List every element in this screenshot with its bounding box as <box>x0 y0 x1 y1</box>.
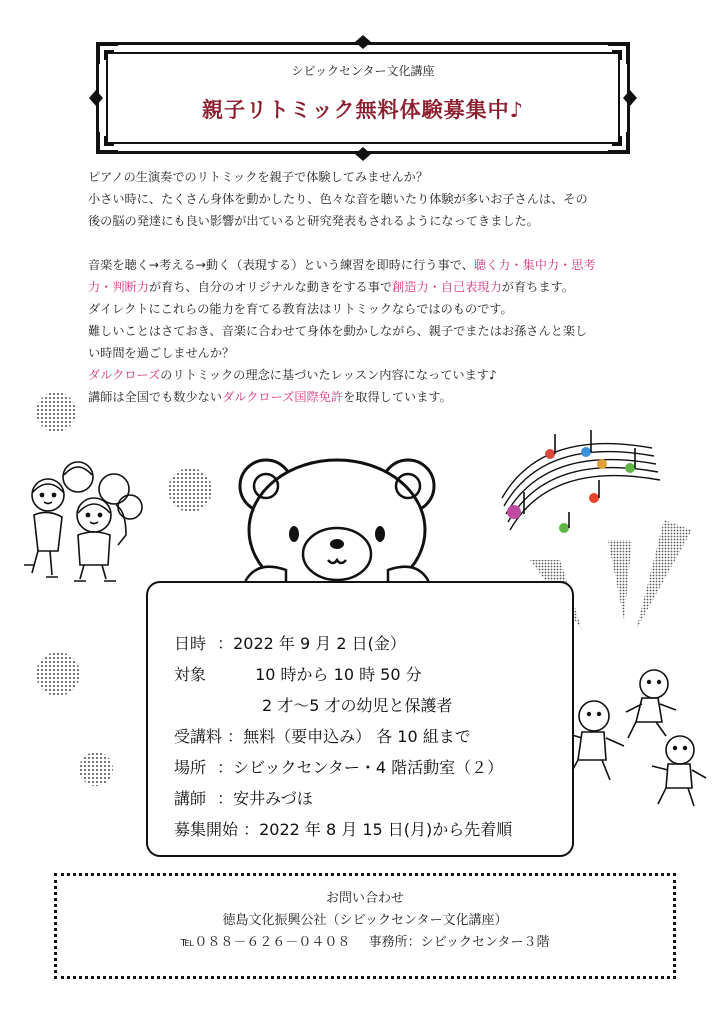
method-paragraph-cont <box>88 276 648 298</box>
info-row-start <box>174 817 512 840</box>
text-span: 音楽を聴く→考える→動く（表現する）という練習を即時に行う事で、 <box>88 258 474 272</box>
start-label: 募集開始 <box>174 820 239 839</box>
highlight-text: 聴く力・集中力・思考 <box>473 258 596 272</box>
place-label: 場所 <box>174 758 207 777</box>
highlight-text: 創造力・自己表現力 <box>392 280 502 294</box>
fee-value: ：無料（要申込み） 各 10 組まで <box>227 727 471 746</box>
contact-details <box>57 932 673 954</box>
contact-office: 事務所：シビックセンター３階 <box>368 935 550 950</box>
ornament-icon <box>92 128 122 158</box>
teacher-label: 講師 <box>174 789 207 808</box>
bear-illustration <box>232 452 442 592</box>
text-span: を取得しています。 <box>343 390 452 404</box>
highlight-text: 力・判断力 <box>88 280 149 294</box>
invite-line: い時間を過ごしませんか？ <box>88 346 235 360</box>
text-span: のリトミックの理念に基づいたレッスン内容になっています♪ <box>160 368 497 382</box>
info-row-place <box>174 755 503 778</box>
target-value: 2 才～5 才の幼児と保護者 <box>262 696 453 715</box>
date-label: 日時 <box>174 634 207 653</box>
date-value: ：2022 年 9 月 2 日(金） <box>217 634 406 653</box>
contact-organization: 徳島文化振興公社（シビックセンター文化講座） <box>222 913 508 928</box>
title-frame <box>96 42 630 154</box>
dotted-circle-decoration <box>168 468 212 512</box>
intro-line: ピアノの生演奏でのリトミックを親子で体験してみませんか？ <box>88 170 429 184</box>
text-span: が育ち、自分のオリジナルな動きをする事で <box>148 280 393 294</box>
time-value: 10 時から 10 時 50 分 <box>255 665 422 684</box>
highlight-text: ダルクローズ国際免許 <box>222 390 344 404</box>
dotted-circle-decoration <box>36 652 80 696</box>
info-row-target <box>174 662 422 685</box>
dotted-circle-decoration <box>79 752 113 786</box>
info-row-date <box>174 631 406 654</box>
start-value: ：2022 年 8 月 15 日(月)から先着順 <box>243 820 513 839</box>
contact-phone: ℡０８８－６２６－０４０８ <box>180 935 351 950</box>
children-group-illustration <box>18 455 150 585</box>
dalcroze-line <box>88 364 648 386</box>
page-title: 親子リトミック無料体験募集中♪ <box>202 97 524 122</box>
running-children-illustration <box>556 664 712 814</box>
place-value: ：シビックセンター・4 階活動室（２） <box>217 758 504 777</box>
series-label: シビックセンター文化講座 <box>291 64 435 78</box>
text-span: が育ちます。 <box>501 280 574 294</box>
teacher-line <box>88 386 648 408</box>
diamond-icon <box>355 147 371 161</box>
info-row-teacher <box>174 786 313 809</box>
diamond-icon <box>355 35 371 49</box>
intro-line: 後の脳の発達にも良い影響が出ていると研究発表もされるようになってきました。 <box>88 214 539 228</box>
fee-label: 受講料 <box>174 727 223 746</box>
method-line: ダイレクトにこれらの能力を育てる教育法はリトミックならではのものです。 <box>88 302 513 316</box>
invite-line: 難しいことはさておき、音楽に合わせて身体を動かしながら、親子でまたはお孫さんと楽し <box>88 324 588 338</box>
intro-line: 小さい時に、たくさん身体を動かしたり、色々な音を聴いたり体験が多いお子さんは、その <box>88 192 588 206</box>
event-info-box <box>146 581 574 857</box>
contact-box <box>54 873 676 979</box>
ornament-icon <box>604 128 634 158</box>
dotted-circle-decoration <box>36 392 76 432</box>
body-text <box>88 166 648 408</box>
teacher-value: ：安井みづほ <box>217 789 313 808</box>
info-row-fee <box>174 724 471 747</box>
text-span: 講師は全国でも数少ない <box>88 390 223 404</box>
contact-heading: お問い合わせ <box>325 891 404 906</box>
info-row-target-age <box>262 693 453 716</box>
method-paragraph <box>88 254 648 276</box>
highlight-text: ダルクローズ <box>88 368 161 382</box>
target-label: 対象 <box>174 665 207 684</box>
